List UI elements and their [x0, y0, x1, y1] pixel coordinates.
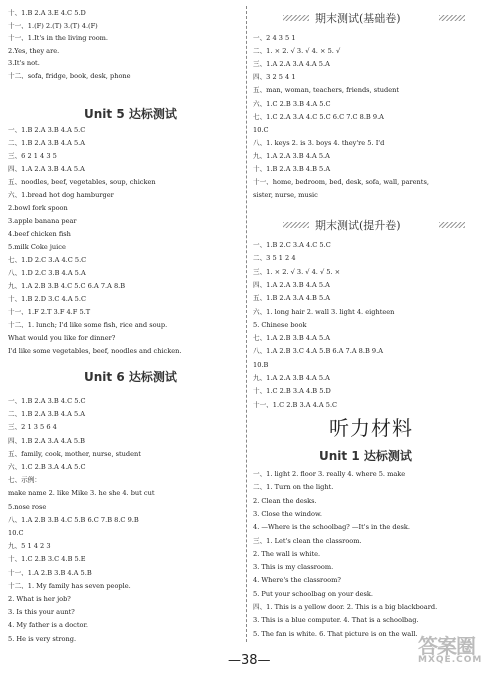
- unit6-line: 八、1.A 2.B 3.B 4.C 5.B 6.C 7.B 8.C 9.B: [8, 515, 139, 524]
- unit6-line: 2. What is her job?: [8, 595, 71, 603]
- title-ornament: [283, 15, 465, 21]
- final-advanced-line: 九、1.A 2.A 3.B 4.A 5.A: [253, 374, 330, 382]
- watermark-cn: 答案圈: [418, 634, 475, 658]
- left-top-line: 十一、1.It's in the living room.: [8, 34, 109, 43]
- final-basic-line: 四、3 2 5 4 1: [253, 73, 296, 82]
- final-basic-line: 一、2 4 3 5 1: [253, 34, 296, 42]
- final-basic-line: 七、1.C 2.A 3.A 4.C 5.C 6.C 7.C 8.B 9.A: [253, 112, 384, 121]
- final-advanced-title: 期末测试(提升卷): [315, 219, 401, 232]
- final-advanced-line: 六、1. long hair 2. wall 3. light 4. eighteen: [253, 307, 395, 316]
- unit5-line: 三、6 2 1 4 3 5: [8, 152, 57, 160]
- unit5-line: 四、1.A 2.A 3.B 4.A 5.A: [8, 165, 85, 173]
- listening-line: 3. This is a blue computer. 4. That is a schoolbag.: [253, 616, 419, 625]
- unit6-line: 五、family, cook, mother, nurse, student: [8, 449, 141, 458]
- unit6-line: 4. My father is a doctor.: [8, 621, 89, 630]
- unit6-line: 5.nose rose: [8, 502, 47, 511]
- listening-line: 一、1. light 2. floor 3. really 4. where 5. make: [253, 470, 406, 478]
- unit5-line: 八、1.D 2.C 3.B 4.A 5.A: [8, 269, 86, 277]
- final-advanced-line: 八、1.A 2.B 3.C 4.A 5.B 6.A 7.A 8.B 9.A: [253, 347, 383, 356]
- listening-unit1-title: Unit 1 达标测试: [319, 449, 412, 463]
- listening-line: 4. Where's the classroom?: [253, 576, 341, 585]
- listening-line: 二、1. Turn on the light.: [253, 483, 334, 492]
- unit5-line: What would you like for dinner?: [8, 334, 116, 342]
- title-ornament: [283, 222, 465, 228]
- listening-line: 三、1. Let's clean the classroom.: [253, 536, 362, 545]
- left-top-line: 2.Yes, they are.: [8, 46, 60, 55]
- unit5-line: 3.apple banana pear: [8, 217, 77, 225]
- unit6-line: 十二、1. My family has seven people.: [8, 581, 131, 590]
- unit6-line: 5. He is very strong.: [8, 634, 77, 643]
- final-advanced-line: 5. Chinese book: [253, 320, 307, 329]
- unit6-line: 六、1.C 2.B 3.A 4.A 5.C: [8, 463, 86, 471]
- unit5-line: 5.milk Coke juice: [8, 243, 66, 251]
- listening-line: 4. —Where is the schoolbag? —It's in the desk.: [253, 523, 411, 532]
- final-advanced-line: 五、1.B 2.A 3.A 4.B 5.A: [253, 294, 331, 303]
- final-advanced-line: 七、1.A 2.B 3.B 4.A 5.A: [253, 334, 331, 343]
- final-basic-title: 期末测试(基础卷): [315, 12, 401, 25]
- unit5-line: 十二、1. lunch; I'd like some fish, rice and soup.: [8, 321, 168, 329]
- watermark-en: MXQE.COM: [418, 655, 483, 665]
- listening-line: 2. The wall is white.: [253, 549, 321, 558]
- unit5-line: 2.bowl fork spoon: [8, 204, 68, 212]
- unit5-line: 五、noodles, beef, vegetables, soup, chicken: [8, 178, 156, 186]
- unit5-line: 十、1.B 2.D 3.C 4.A 5.C: [8, 295, 87, 303]
- final-basic-line: 十、1.B 2.A 3.B 4.B 5.A: [253, 165, 331, 173]
- final-basic-line: 十一、home, bedroom, bed, desk, sofa, wall, parents,: [253, 178, 429, 187]
- final-advanced-line: 10.B: [253, 360, 269, 369]
- unit6-line: 七、示例：: [8, 476, 41, 485]
- unit5-line: 一、1.B 2.A 3.B 4.A 5.C: [8, 126, 86, 134]
- unit5-line: 4.beef chicken fish: [8, 230, 71, 238]
- unit6-line: 10.C: [8, 529, 24, 537]
- final-advanced-line: 十一、1.C 2.B 3.A 4.A 5.C: [253, 400, 338, 409]
- listening-line: 2. Clean the desks.: [253, 496, 317, 505]
- final-advanced-line: 一、1.B 2.C 3.A 4.C 5.C: [253, 241, 331, 249]
- unit6-line: 二、1.B 2.A 3.B 4.A 5.A: [8, 410, 86, 419]
- unit5-line: 六、1.bread hot dog hamburger: [8, 191, 114, 199]
- unit5-title: Unit 5 达标测试: [84, 107, 177, 121]
- unit6-line: 一、1.B 2.A 3.B 4.C 5.C: [8, 397, 86, 405]
- unit6-line: 九、5 1 4 2 3: [8, 542, 51, 551]
- listening-line: 3. This is my classroom.: [253, 563, 334, 572]
- final-basic-line: 三、1.A 2.A 3.A 4.A 5.A: [253, 60, 330, 69]
- unit5-line: I'd like some vegetables, beef, noodles and chicken.: [8, 347, 182, 355]
- watermark-logo: [418, 630, 494, 670]
- listening-title: 听力材料: [329, 416, 413, 440]
- final-advanced-line: 十、1.C 2.B 3.A 4.B 5.D: [253, 387, 331, 396]
- unit5-line: 十一、1.F 2.T 3.F 4.F 5.T: [8, 308, 91, 316]
- final-advanced-line: 四、1.A 2.A 3.B 4.A 5.A: [253, 280, 330, 289]
- left-top-line: 十、1.B 2.A 3.E 4.C 5.D: [8, 9, 86, 17]
- final-basic-line: 九、1.A 2.A 3.B 4.A 5.A: [253, 151, 330, 160]
- page-number: —38—: [228, 653, 271, 668]
- final-advanced-line: 二、3 5 1 2 4: [253, 254, 296, 263]
- unit6-line: make name 2. like Mike 3. he she 4. but cut: [8, 489, 155, 498]
- final-basic-line: 五、man, woman, teachers, friends, student: [253, 86, 400, 95]
- listening-line: 四、1. This is a yellow door. 2. This is a big blackboard.: [253, 603, 438, 611]
- listening-line: 3. Close the window.: [253, 509, 322, 518]
- unit5-line: 九、1.A 2.B 3.B 4.C 5.C 6.A 7.A 8.B: [8, 282, 126, 290]
- unit5-line: 二、1.B 2.A 3.B 4.A 5.A: [8, 139, 86, 147]
- final-basic-line: 六、1.C 2.B 3.B 4.A 5.C: [253, 99, 331, 108]
- unit6-title: Unit 6 达标测试: [84, 370, 177, 384]
- left-top-line: 十二、sofa, fridge, book, desk, phone: [8, 72, 131, 80]
- column-divider: [246, 6, 247, 642]
- unit6-line: 三、2 1 3 5 6 4: [8, 423, 57, 432]
- left-top-line: 3.It's not.: [8, 59, 40, 68]
- listening-line: 5. Put your schoolbag on your desk.: [253, 589, 373, 598]
- unit6-line: 十一、1.A 2.B 3.B 4.A 5.B: [8, 568, 92, 577]
- left-top-line: 十一、1.(F) 2.(T) 3.(T) 4.(F): [8, 21, 98, 30]
- final-basic-line: sister, nurse, music: [253, 191, 318, 200]
- unit6-line: 四、1.B 2.A 3.A 4.A 5.B: [8, 436, 86, 445]
- final-basic-line: 二、1. × 2. √ 3. √ 4. × 5. √: [253, 47, 341, 56]
- listening-line: 5. The fan is white. 6. That picture is on the wall.: [253, 629, 418, 638]
- final-basic-line: 八、1. keys 2. is 3. boys 4. they're 5. I'd: [253, 138, 385, 147]
- final-basic-line: 10.C: [253, 125, 269, 134]
- unit6-line: 3. Is this your aunt?: [8, 608, 75, 617]
- unit5-line: 七、1.D 2.C 3.A 4.C 5.C: [8, 256, 87, 264]
- unit6-line: 十、1.C 2.B 3.C 4.B 5.E: [8, 555, 86, 564]
- final-advanced-line: 三、1. × 2. √ 3. √ 4. √ 5. ×: [253, 267, 341, 276]
